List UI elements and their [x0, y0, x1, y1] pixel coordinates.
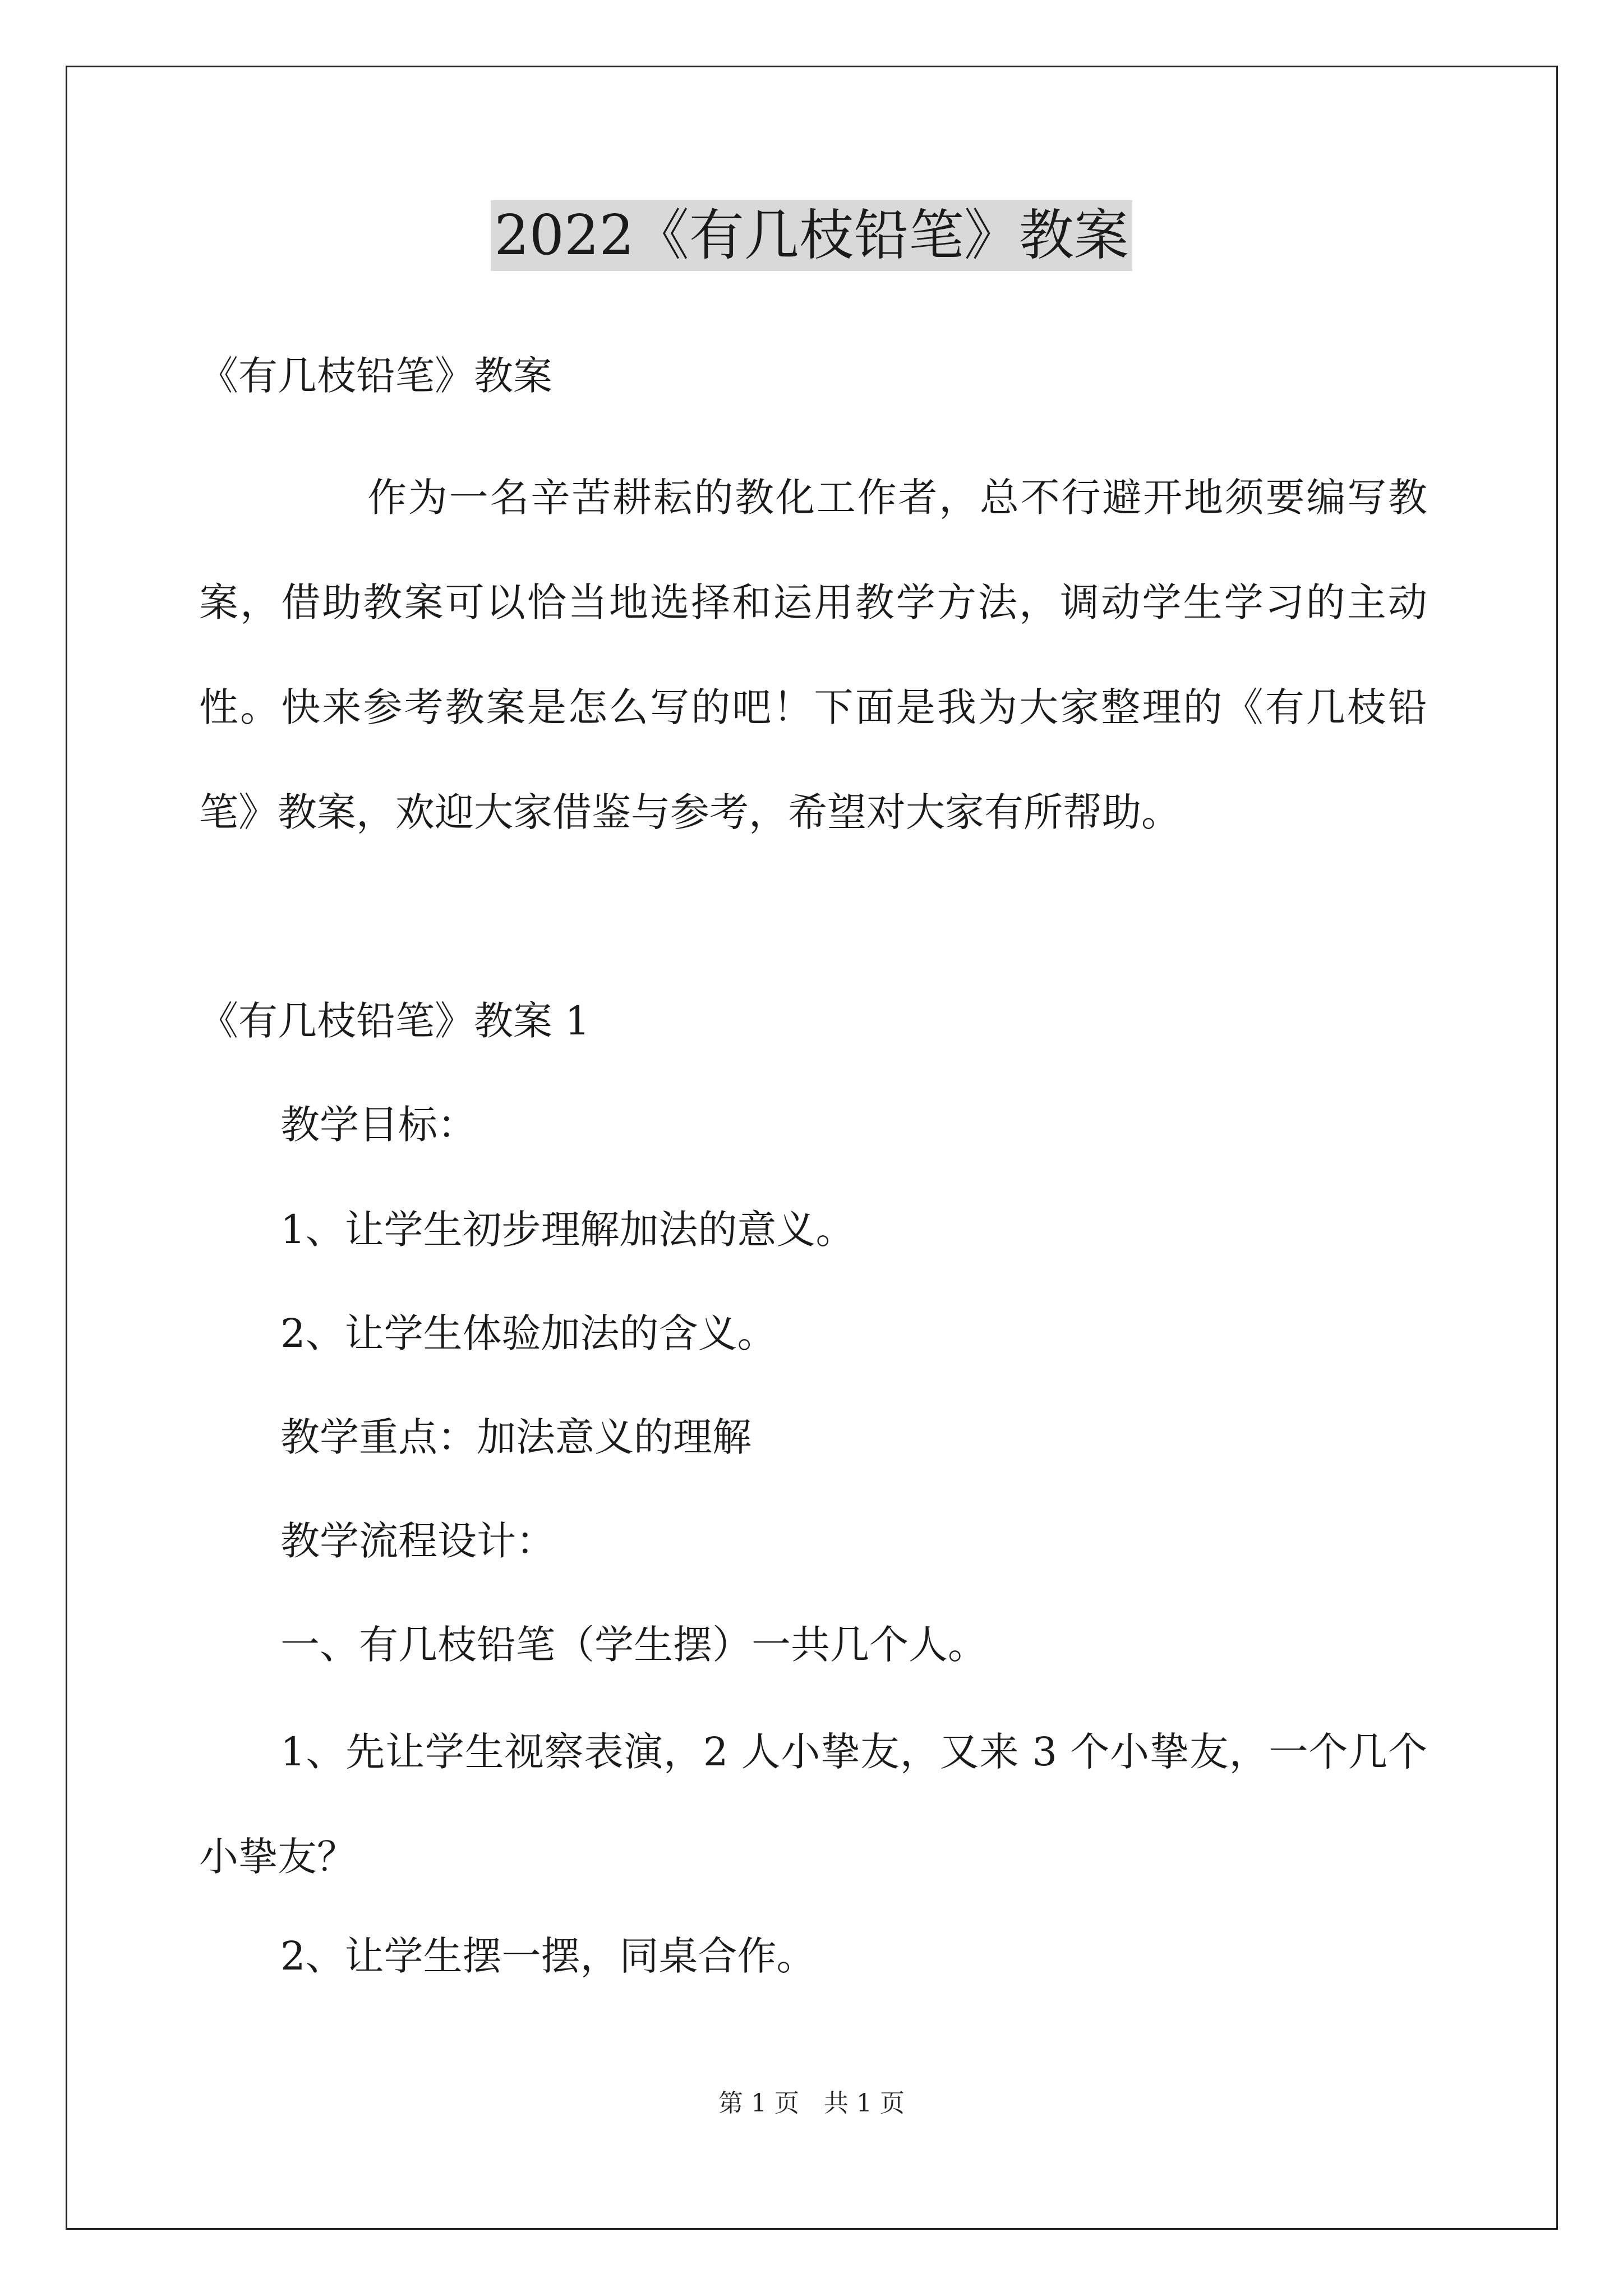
objective-item-1: 1、让学生初步理解加法的意义。: [280, 1207, 855, 1253]
document-title: [0, 196, 1623, 275]
objectives-label: 教学目标：: [280, 1102, 477, 1148]
objective-item-2: 2、让学生体验加法的含义。: [280, 1310, 777, 1356]
process-label: 教学流程设计：: [280, 1518, 555, 1564]
step-1-1: 1、先让学生视察表演，2 人小挚友，又来 3 个小挚友，一个几个小挚友？: [199, 1729, 1427, 1880]
document-subtitle: 《有几枝铅笔》教案: [199, 353, 552, 399]
key-point: 教学重点：加法意义的理解: [280, 1414, 751, 1460]
step-1-2: 2、让学生摆一摆，同桌合作。: [280, 1933, 816, 1979]
intro-paragraph: 作为一名辛苦耕耘的教化工作者，总不行避开地须要编写教案，借助教案可以恰当地选择和运用教学方法，调动学生学习的主动性。快来参考教案是怎么写的吧！下面是我为大家整理的《有几枝铅笔》教案，欢迎大家借鉴与参考，希望对大家有所帮助。: [199, 475, 1427, 835]
section-heading: 《有几枝铅笔》教案 1: [199, 998, 590, 1044]
document-title-text: 2022《有几枝铅笔》教案: [491, 200, 1132, 271]
page-indicator: 第 1 页 共 1 页: [718, 2089, 905, 2118]
step-1: 一、有几枝铅笔（学生摆）一共几个人。: [280, 1622, 987, 1668]
